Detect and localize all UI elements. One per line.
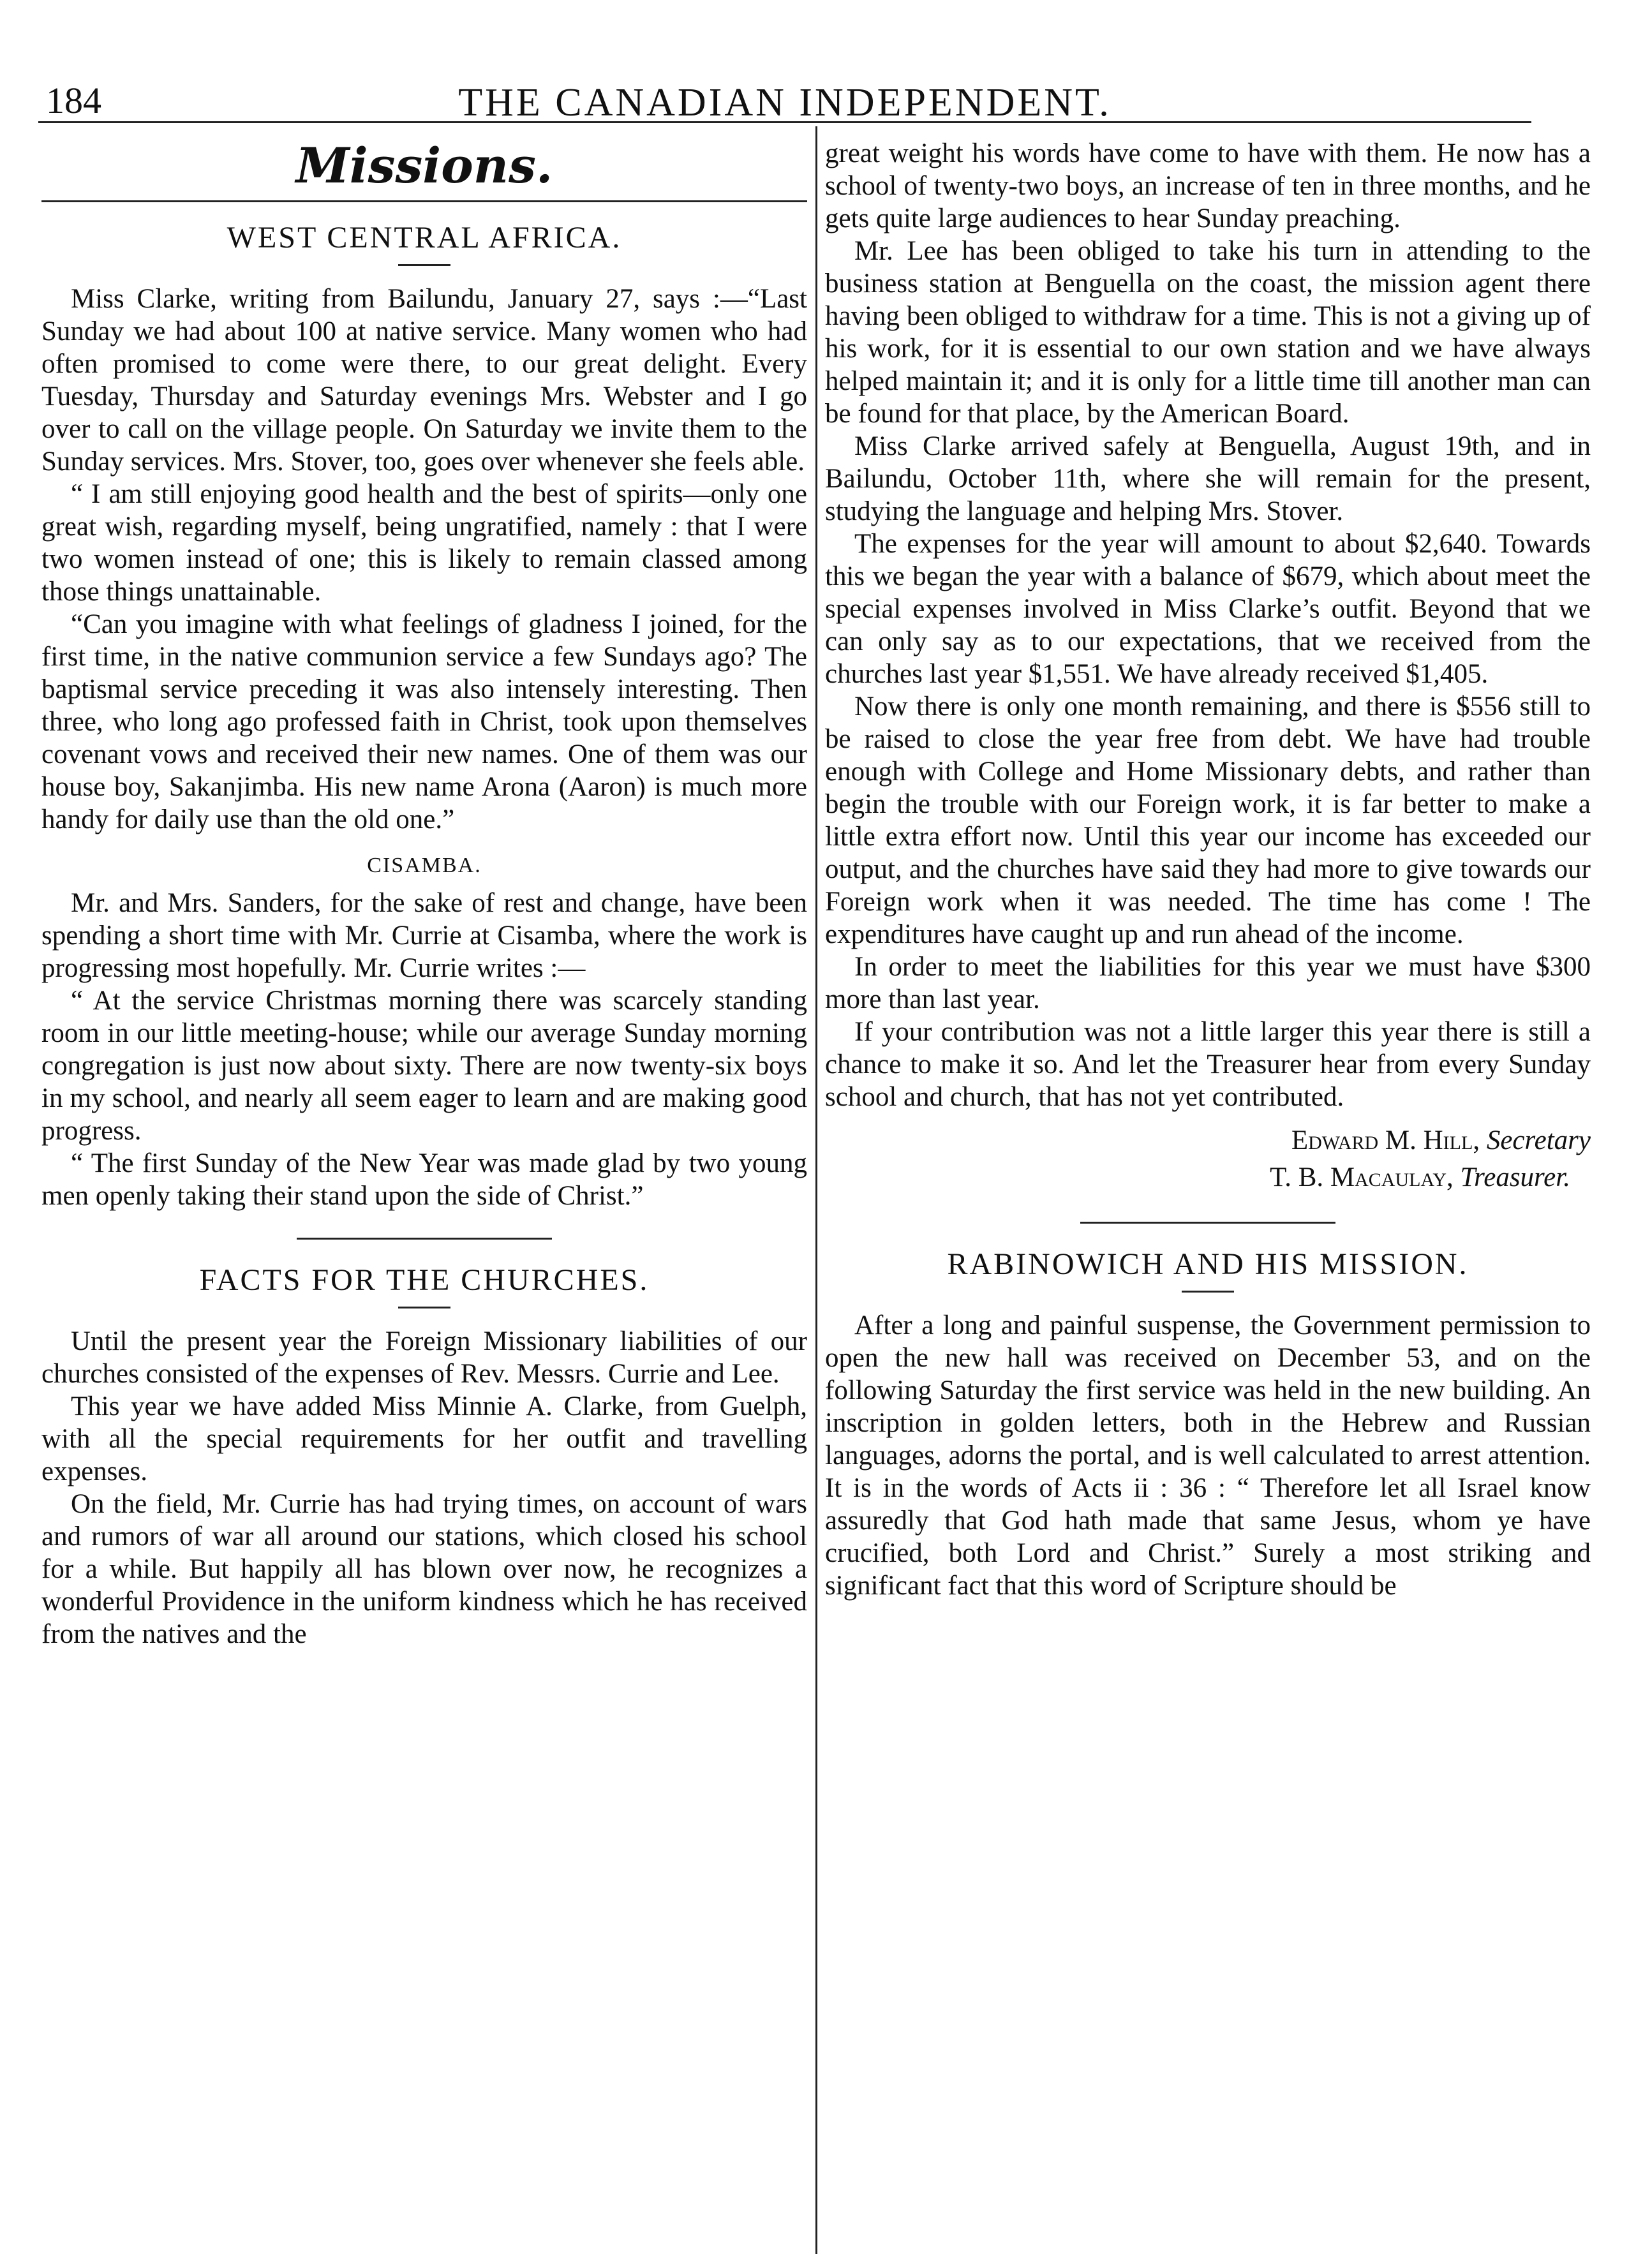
heading-rule [398, 264, 450, 266]
signatory-role: Secretary [1486, 1125, 1591, 1155]
paragraph: On the field, Mr. Currie has had trying times, on account of wars and rumors of war all around our stations, which closed his school for a while. But happily all has blown over now, he recognizes a wonderful Providence in the uniform kindness which he has received from the natives and the [41, 1489, 807, 1649]
running-head [38, 45, 1531, 124]
signatory-name: T. B. Macaulay [1270, 1162, 1447, 1192]
paragraph: In order to meet the liabilities for this year we must have $300 more than last year. [825, 952, 1591, 1014]
paragraph: Mr. Lee has been obliged to take his turn in attending to the business station at Benguella on the coast, the mission agent there having been obliged to withdraw for a time. This is not a giving up of his work, for it is essential to our own station and we have always helped maintain it; and it is only for a little time till another man can be found for that place, by the American Board. [825, 236, 1591, 429]
page-number: 184 [46, 80, 101, 121]
paragraph: “ At the service Christmas morning there was scarcely standing room in our little meeting-house; while our average Sunday morning congregation is just now about sixty. There are now twenty-six boys in my school, and nearly all seem eager to learn and are making good progress. [41, 986, 807, 1146]
section-title: Missions. [295, 137, 553, 194]
right-column [825, 137, 1591, 1602]
paragraph: After a long and painful suspense, the Government permission to open the new hall was received on December 53, and on the following Saturday the first service was held in the new building. An inscription in golden letters, both in the Hebrew and Russian languages, adorns the portal, and is well calculated to arrest attention. It is in the words of Acts ii : 36 : “ Therefore let all Israel know assuredly that God hath made that same Jesus, whom ye have crucified, both Lord and Christ.” Surely a most striking and significant fact that this word of Scripture should be [825, 1310, 1591, 1601]
header-rule [38, 121, 1531, 123]
column-divider [815, 126, 817, 2254]
paragraph: “ I am still enjoying good health and the best of spirits—only one great wish, regarding myself, being ungratified, namely : that I were two women instead of one; this is likely to remain classed among those things unattainable. [41, 479, 807, 607]
article-separator [1080, 1222, 1335, 1224]
paragraph: great weight his words have come to have with them. He now has a school of twenty-two boys, an increase of ten in three months, and he gets quite large audiences to hear Sunday preaching. [825, 138, 1591, 233]
heading-rule [1182, 1291, 1234, 1293]
subheading-cisamba: CISAMBA. [367, 854, 482, 877]
left-column [41, 137, 807, 1650]
article-separator [297, 1238, 552, 1240]
paragraph: “Can you imagine with what feelings of gladness I joined, for the first time, in the native communion service a few Sundays ago? The baptismal service preceding it was also intensely interesting. Then three, who long ago professed faith in Christ, took upon themselves covenant vows and received their new names. One of them was our house boy, Sakanjimba. His new name Arona (Aaron) is much more handy for daily use than the old one.” [41, 609, 807, 834]
signature-secretary: Edward M. Hill, Secretary [1291, 1125, 1591, 1155]
heading-rule [398, 1307, 450, 1308]
paragraph: If your contribution was not a little larger this year there is still a chance to make it so. And let the Treasurer hear from every Sunday school and church, that has not yet contributed. [825, 1017, 1591, 1112]
paragraph: Now there is only one month remaining, and there is $556 still to be raised to close the year free from debt. We have had trouble enough with College and Home Missionary debts, and rather than begin the trouble with our Foreign work, it is far better to make a little extra effort now. Until this year our income has exceeded our output, and the churches have said they had more to give towards our Foreign work when it was needed. The time has come ! The expenditures have caught up and run ahead of the income. [825, 692, 1591, 949]
paragraph: Until the present year the Foreign Missionary liabilities of our churches consisted of the expenses of Rev. Messrs. Currie and Lee. [41, 1326, 807, 1389]
paragraph: The expenses for the year will amount to about $2,640. Towards this we began the year with a balance of $679, which about meet the special expenses involved in Miss Clarke’s outfit. Beyond that we can only say as to our expectations, that we received from the churches last year $1,551. We have already received $1,405. [825, 529, 1591, 689]
section-rule [41, 200, 807, 202]
signature-block [825, 1122, 1591, 1196]
paragraph: “ The first Sunday of the New Year was made glad by two young men openly taking their stand upon the side of Christ.” [41, 1148, 807, 1211]
signatory-role: Treasurer. [1460, 1162, 1570, 1192]
article-heading-facts: FACTS FOR THE CHURCHES. [199, 1263, 650, 1297]
journal-title: THE CANADIAN INDEPENDENT. [458, 81, 1112, 124]
signatory-name: Edward M. Hill [1291, 1125, 1473, 1155]
paragraph: Miss Clarke arrived safely at Benguella, August 19th, and in Bailundu, October 11th, where she will remain for the present, studying the language and helping Mrs. Stover. [825, 431, 1591, 526]
paragraph: This year we have added Miss Minnie A. Clarke, from Guelph, with all the special requirements for her outfit and travelling expenses. [41, 1391, 807, 1486]
article-heading-rabinowich: RABINOWICH AND HIS MISSION. [947, 1247, 1469, 1281]
article-heading-west-central-africa: WEST CENTRAL AFRICA. [227, 221, 622, 255]
paragraph: Mr. and Mrs. Sanders, for the sake of rest and change, have been spending a short time with Mr. Currie at Cisamba, where the work is progressing most hopefully. Mr. Currie writes :— [41, 888, 807, 983]
signature-treasurer: T. B. Macaulay, Treasurer. [1270, 1162, 1570, 1192]
paragraph: Miss Clarke, writing from Bailundu, January 27, says :—“Last Sunday we had about 100 at native service. Many women who had often promised to come were there, to our great delight. Every Tuesday, Thursday and Saturday evenings Mrs. Webster and I go over to call on the village people. On Saturday we invite them to the Sunday services. Mrs. Stover, too, goes over whenever she feels able. [41, 284, 807, 477]
